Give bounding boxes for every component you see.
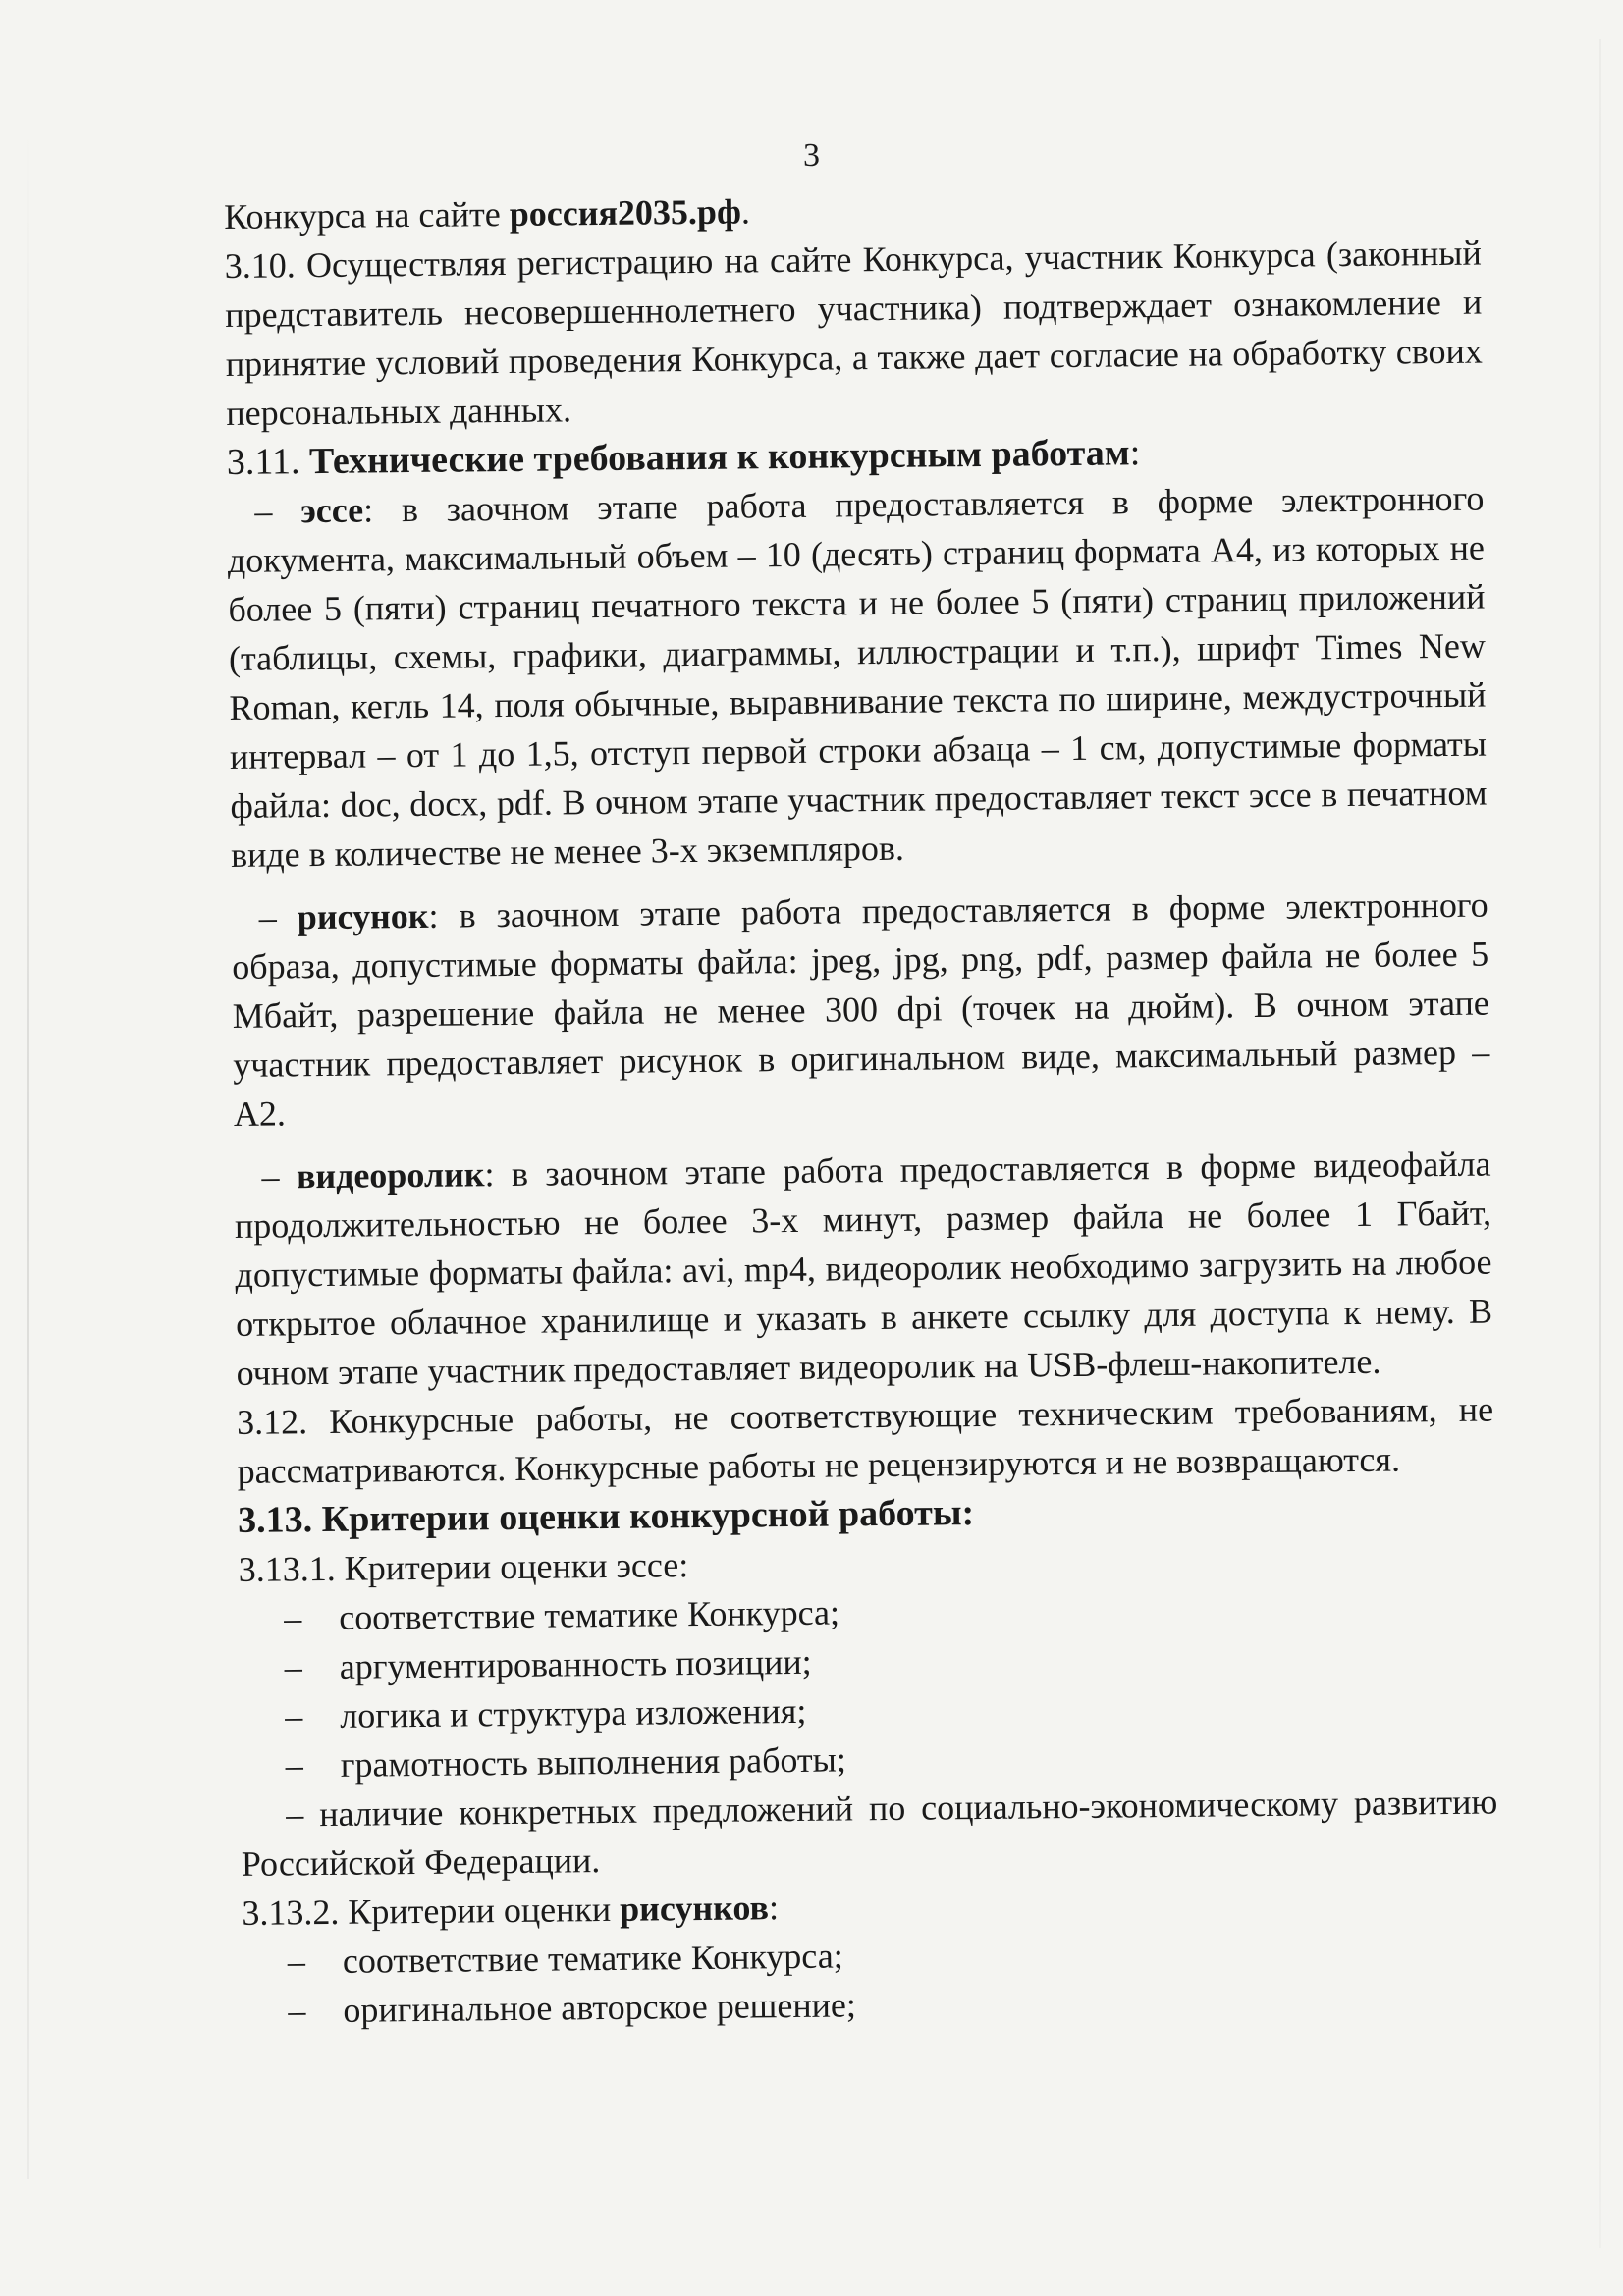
drawing-term: рисунок	[297, 895, 429, 937]
continuation-period: .	[740, 191, 751, 232]
scan-edge-left	[27, 118, 29, 2179]
drawing-criteria-list	[243, 1924, 1500, 2035]
criterion-text: логика и структура изложения;	[340, 1690, 807, 1735]
essay-criterion-last: – наличие конкретных предложений по социально-экономическому развитию Российской Федерации.	[241, 1782, 1498, 1884]
video-requirement-text: : в заочном этапе работа предоставляется в форме видеофайла продолжительностью не более 3-х минут, размер файла не более 1 Гбайт, допустимые форматы файла: avi, mp4, видеоролик необходимо загрузить на любое открытое облачное хранилище и указать в анкете ссылку для доступа к нему. В очном этапе участник предоставляет видеоролик на USB-флеш-накопителе.	[234, 1144, 1493, 1393]
list-dash: –	[285, 1745, 303, 1786]
heading-3-11-number: 3.11.	[226, 441, 310, 483]
criterion-text: соответствие тематике Конкурса;	[342, 1936, 843, 1981]
scan-edge-right	[1599, 39, 1601, 2248]
contest-site-link: россия2035.рф	[509, 191, 742, 234]
essay-dash: –	[254, 491, 301, 531]
heading-3-13-1: 3.13.1. Критерии оценки эссе:	[238, 1545, 689, 1589]
continuation-text: Конкурса на сайте	[224, 193, 510, 237]
essay-criteria-list	[239, 1581, 1497, 1790]
criterion-text: соответствие тематике Конкурса;	[339, 1592, 840, 1637]
list-dash: –	[288, 1991, 306, 2031]
heading-3-13: 3.13. Критерии оценки конкурсной работы:	[237, 1492, 975, 1541]
essay-term: эссе	[300, 490, 364, 531]
requirement-drawing	[231, 881, 1490, 1139]
document-body	[224, 180, 1500, 2036]
essay-requirement-text: : в заочном этапе работа предоставляется в форме электронного документа, максимальный объем – 10 (десять) страниц формата А4, из которых не более 5 (пяти) страниц печатного текста и не более 5 (пяти) страниц приложений (таблицы, схемы, графики, диаграммы, иллюстрации и т.п.), шрифт Times New Roman, кегль 14, поля обычные, выравнивание текста по ширине, междустрочный интервал – от 1 до 1,5, отступ первой строки абзаца – 1 см, допустимые форматы файла: doc, docx, pdf. В очном этапе участник предоставляет текст эссе в печатном виде в количестве не менее 3-х экземпляров.	[227, 478, 1488, 875]
video-term: видеоролик	[296, 1154, 485, 1197]
criterion-text: грамотность выполнения работы;	[340, 1739, 847, 1785]
list-dash: –	[284, 1598, 302, 1638]
paragraph-3-12: 3.12. Конкурсные работы, не соответствующие техническим требованиям, не рассматриваются. Конкурсные работы не рецензируются и не возвращаются.	[236, 1389, 1494, 1491]
heading-3-13-2-term: рисунков	[619, 1888, 770, 1929]
heading-3-11-colon: :	[1129, 432, 1141, 474]
criterion-text: аргументированность позиции;	[339, 1641, 812, 1686]
video-dash: –	[261, 1156, 298, 1197]
list-dash: –	[284, 1647, 302, 1687]
requirement-essay	[227, 474, 1488, 880]
page-number: 3	[803, 137, 820, 174]
criterion-text: оригинальное авторское решение;	[343, 1985, 857, 2030]
heading-3-13-2-colon: :	[768, 1888, 780, 1928]
list-dash: –	[287, 1942, 306, 1982]
drawing-dash: –	[258, 897, 298, 937]
paragraph-3-10: 3.10. Осуществляя регистрацию на сайте Конкурса, участник Конкурса (законный представитель несовершеннолетнего участника) подтверждает ознакомление и принятие условий проведения Конкурса, а также дает согласие на обработку своих персональных данных.	[224, 233, 1483, 433]
list-dash: –	[285, 1696, 303, 1736]
drawing-requirement-text: : в заочном этапе работа предоставляется в форме электронного образа, допустимые форматы файла: jpeg, jpg, png, pdf, размер файла не более 5 Мбайт, разрешение файла не менее 300 dpi (точек на дюйм). В очном этапе участник предоставляет рисунок в оригинальном виде, максимальный размер – А2.	[232, 884, 1490, 1134]
requirement-video	[234, 1140, 1493, 1398]
heading-3-13-2-text: 3.13.2. Критерии оценки	[242, 1889, 621, 1933]
heading-3-11-title: Технические требования к конкурсным работам	[308, 432, 1130, 483]
